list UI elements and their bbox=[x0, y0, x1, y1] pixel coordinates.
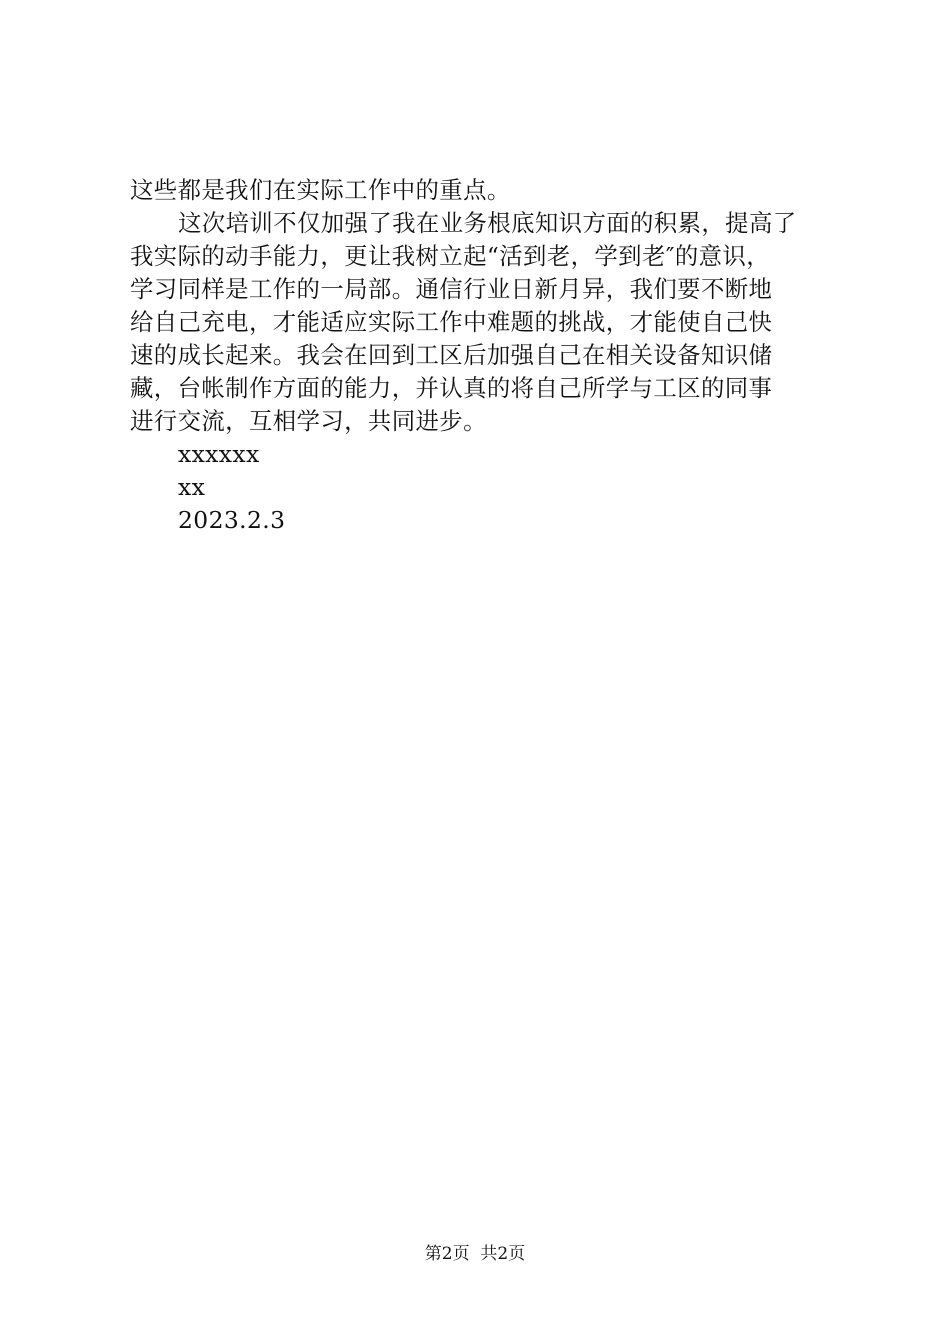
signature-name: xxxxxx bbox=[178, 440, 260, 468]
paragraph-line: 速的成长起来。我会在回到工区后加强自己在相关设备知识储 bbox=[130, 341, 773, 369]
page-number-footer: 第2页 共2页 bbox=[424, 1244, 526, 1264]
paragraph-line: 藏，台帐制作方面的能力，并认真的将自己所学与工区的同事 bbox=[130, 374, 773, 402]
paragraph-line: 给自己充电，才能适应实际工作中难题的挑战，才能使自己快 bbox=[130, 308, 773, 336]
paragraph-line: 进行交流，互相学习，共同进步。 bbox=[130, 407, 487, 435]
signature-unit: xx bbox=[178, 473, 206, 501]
document-body bbox=[130, 174, 834, 537]
paragraph-line: 学习同样是工作的一局部。通信行业日新月异，我们要不断地 bbox=[130, 275, 773, 303]
signature-date: 2023.2.3 bbox=[178, 506, 286, 534]
paragraph-line: 这次培训不仅加强了我在业务根底知识方面的积累，提高了 bbox=[178, 209, 797, 237]
paragraph-line: 这些都是我们在实际工作中的重点。 bbox=[130, 176, 511, 204]
paragraph-line: 我实际的动手能力，更让我树立起“活到老，学到老″的意识， bbox=[130, 242, 771, 270]
